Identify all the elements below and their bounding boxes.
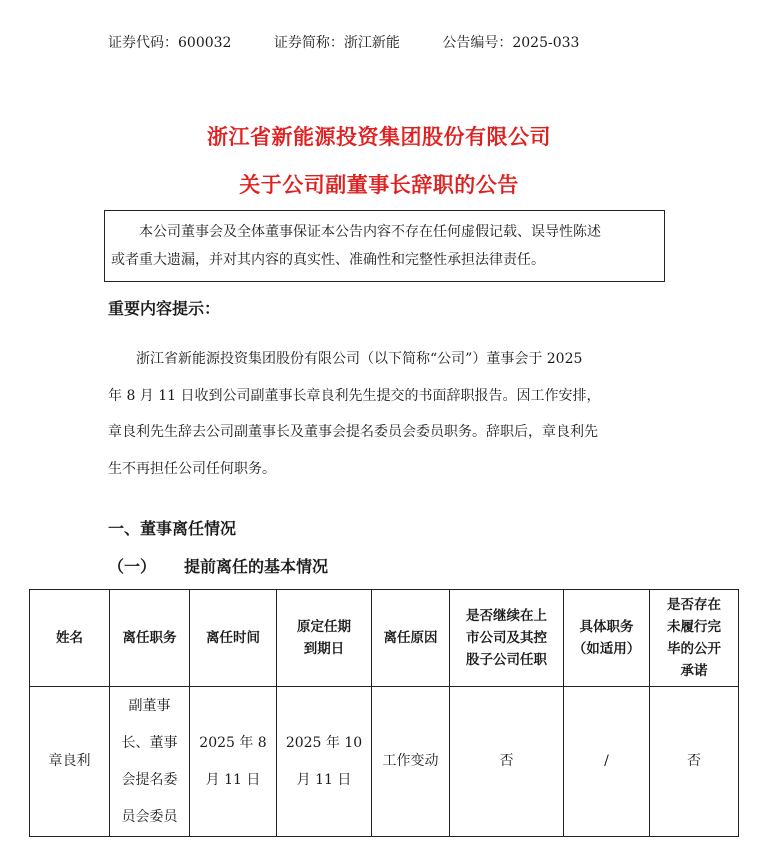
section-1-heading: 一、董事离任情况 [108, 519, 237, 538]
header-line: 离任原因 [383, 630, 438, 646]
header-line: 毕的公开 [667, 641, 721, 657]
table-header-col-reason [372, 590, 450, 687]
table-header-col-term-end [277, 590, 372, 687]
stock-code: 证券代码：600032 [108, 35, 232, 51]
cell-line: 章良利 [48, 753, 91, 769]
header-line: （如适用） [572, 641, 641, 657]
table-cell-col-continue-role [450, 687, 564, 837]
table-cell-col-leave-date [190, 687, 277, 837]
body-line: 章良利先生辞去公司副董事长及董事会提名委员会委员职务。辞职后，章良利先 [108, 424, 598, 440]
table-header-col-unfulfilled-commitment [650, 590, 739, 687]
subsection-number: （一） [108, 557, 157, 576]
announcement-title: 关于公司副董事长辞职的公告 [239, 173, 519, 197]
table-header-col-leave-date [190, 590, 277, 687]
subsection-title: 提前离任的基本情况 [184, 557, 329, 576]
cell-line: 否 [687, 753, 701, 769]
table-header-col-position [110, 590, 190, 687]
header-line: 具体职务 [579, 619, 634, 635]
table-cell-col-unfulfilled-commitment [650, 687, 739, 837]
cell-line: 月 11 日 [296, 771, 352, 788]
announcement-header [108, 32, 579, 52]
notice-number: 公告编号：2025-033 [442, 35, 580, 51]
header-line: 离任时间 [206, 630, 260, 646]
table-cell-col-position [110, 687, 190, 837]
header-line: 离任职务 [122, 630, 177, 646]
table-cell-col-specific-role [564, 687, 650, 837]
body-line: 浙江省新能源投资集团股份有限公司（以下简称“公司”）董事会于 2025 [136, 351, 583, 367]
cell-line: 否 [499, 753, 514, 769]
cell-line: / [604, 753, 609, 769]
cell-line: 工作变动 [382, 753, 439, 769]
disclaimer-box [104, 210, 665, 282]
header-line: 是否继续在上 [466, 608, 547, 624]
header-line: 未履行完 [667, 619, 721, 635]
cell-line: 长、董事 [121, 734, 178, 751]
header-line: 股子公司任职 [466, 652, 547, 668]
header-line: 市公司及其控 [466, 630, 547, 646]
cell-line: 月 11 日 [205, 771, 261, 788]
header-line: 原定任期 [297, 619, 351, 635]
disclaimer-line-2: 或者重大遗漏，并对其内容的真实性、准确性和完整性承担法律责任。 [111, 252, 545, 268]
cell-line: 会提名委 [121, 771, 178, 788]
resignation-table [29, 589, 739, 837]
body-line: 生不再担任公司任何职务。 [108, 460, 276, 477]
header-line: 姓名 [56, 630, 83, 646]
table-cell-col-term-end [277, 687, 372, 837]
cell-line: 员会委员 [121, 808, 178, 825]
table-cell-col-name [30, 687, 110, 837]
cell-line: 2025 年 8 [199, 734, 267, 751]
disclaimer-line-1: 本公司董事会及全体董事保证本公告内容不存在任何虚假记载、误导性陈述 [139, 224, 601, 240]
table-header-row [30, 590, 739, 687]
table-row [30, 687, 739, 837]
cell-line: 副董事 [128, 697, 171, 714]
header-line: 是否存在 [667, 597, 721, 613]
stock-abbreviation: 证券简称：浙江新能 [273, 35, 400, 51]
company-title: 浙江省新能源投资集团股份有限公司 [207, 125, 551, 149]
table-cell-col-reason [372, 687, 450, 837]
body-line: 年 8 月 11 日收到公司副董事长章良利先生提交的书面辞职报告。因工作安排， [108, 387, 601, 404]
table-header-col-name [30, 590, 110, 687]
table-header-col-continue-role [450, 590, 564, 687]
body-paragraph [108, 341, 660, 487]
header-line: 到期日 [303, 641, 345, 657]
subsection-heading [108, 554, 328, 577]
highlights-heading: 重要内容提示： [108, 299, 221, 318]
table-header-col-specific-role [564, 590, 650, 687]
header-line: 承诺 [680, 663, 708, 679]
cell-line: 2025 年 10 [285, 734, 363, 751]
